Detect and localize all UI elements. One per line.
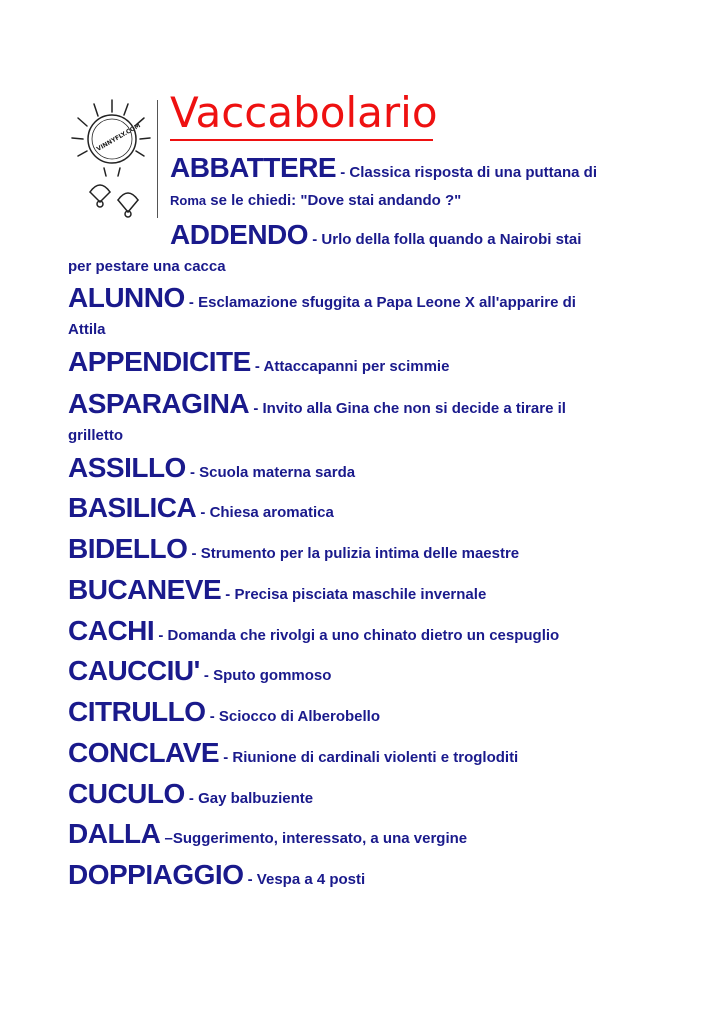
entry-continuation: grilletto	[68, 427, 123, 444]
entry-definition: - Vespa a 4 posti	[243, 871, 366, 888]
entry	[68, 388, 688, 420]
entry-word: BASILICA	[68, 492, 197, 523]
entry-continuation: Attila	[68, 321, 106, 338]
entry-definition: - Classica risposta di una puttana di	[336, 164, 597, 181]
entry-definition: - Gay balbuziente	[184, 790, 314, 807]
entry-word: CUCULO	[68, 778, 185, 809]
entry-continuation-a: Roma	[170, 193, 207, 208]
logo-text: VINNYFLY.COM	[95, 122, 142, 153]
entry	[170, 152, 670, 184]
entry-word: ABBATTERE	[170, 152, 337, 183]
entry-continuation	[170, 192, 670, 210]
entry-definition: - Domanda che rivolgi a uno chinato dietro un cespuglio	[154, 627, 560, 644]
entry-word: DOPPIAGGIO	[68, 859, 244, 890]
entry-word: ALUNNO	[68, 282, 185, 313]
entry-definition: –Suggerimento, interessato, a una vergine	[160, 830, 468, 847]
entry-word: BUCANEVE	[68, 574, 222, 605]
entry-word: ADDENDO	[170, 219, 309, 250]
entry-continuation: per pestare una cacca	[68, 258, 226, 275]
entry	[68, 737, 668, 769]
entry	[170, 219, 670, 251]
entry-definition: - Precisa pisciata maschile invernale	[221, 586, 487, 603]
entry	[68, 533, 668, 565]
entry	[68, 574, 668, 606]
entry	[68, 615, 668, 647]
entry	[68, 818, 668, 850]
entry-word: ASSILLO	[68, 452, 186, 483]
entry-definition: - Sciocco di Alberobello	[205, 708, 381, 725]
entry-definition: - Invito alla Gina che non si decide a tirare il	[249, 400, 566, 417]
entry-word: BIDELLO	[68, 533, 188, 564]
title-underline	[170, 139, 433, 141]
logo-divider	[157, 100, 158, 218]
entry-word: CAUCCIU'	[68, 655, 200, 686]
entry-definition: - Esclamazione sfuggita a Papa Leone X all'apparire di	[184, 294, 576, 311]
entry-definition: - Scuola materna sarda	[185, 464, 356, 481]
entry	[68, 452, 668, 484]
entry	[68, 859, 668, 891]
entry	[68, 655, 668, 687]
entry-continuation-b: se le chiedi: "Dove stai andando ?"	[206, 192, 462, 209]
entry	[68, 778, 668, 810]
entry-definition: - Riunione di cardinali violenti e trogloditi	[219, 749, 519, 766]
entry-word: CACHI	[68, 615, 155, 646]
entry	[68, 346, 668, 378]
page-title: Vaccabolario	[170, 88, 438, 137]
entry-word: CITRULLO	[68, 696, 206, 727]
entry	[68, 492, 668, 524]
site-logo	[68, 98, 160, 228]
entry	[68, 696, 668, 728]
entry-definition: - Chiesa aromatica	[196, 504, 334, 521]
entry-definition: - Sputo gommoso	[199, 667, 332, 684]
entry-word: ASPARAGINA	[68, 388, 250, 419]
entry-definition: - Attaccapanni per scimmie	[250, 358, 450, 375]
entry	[68, 282, 688, 314]
entry-definition: - Urlo della folla quando a Nairobi stai	[308, 231, 582, 248]
entry-definition: - Strumento per la pulizia intima delle maestre	[187, 545, 520, 562]
entry-word: CONCLAVE	[68, 737, 220, 768]
entry-word: APPENDICITE	[68, 346, 251, 377]
entry-word: DALLA	[68, 818, 161, 849]
